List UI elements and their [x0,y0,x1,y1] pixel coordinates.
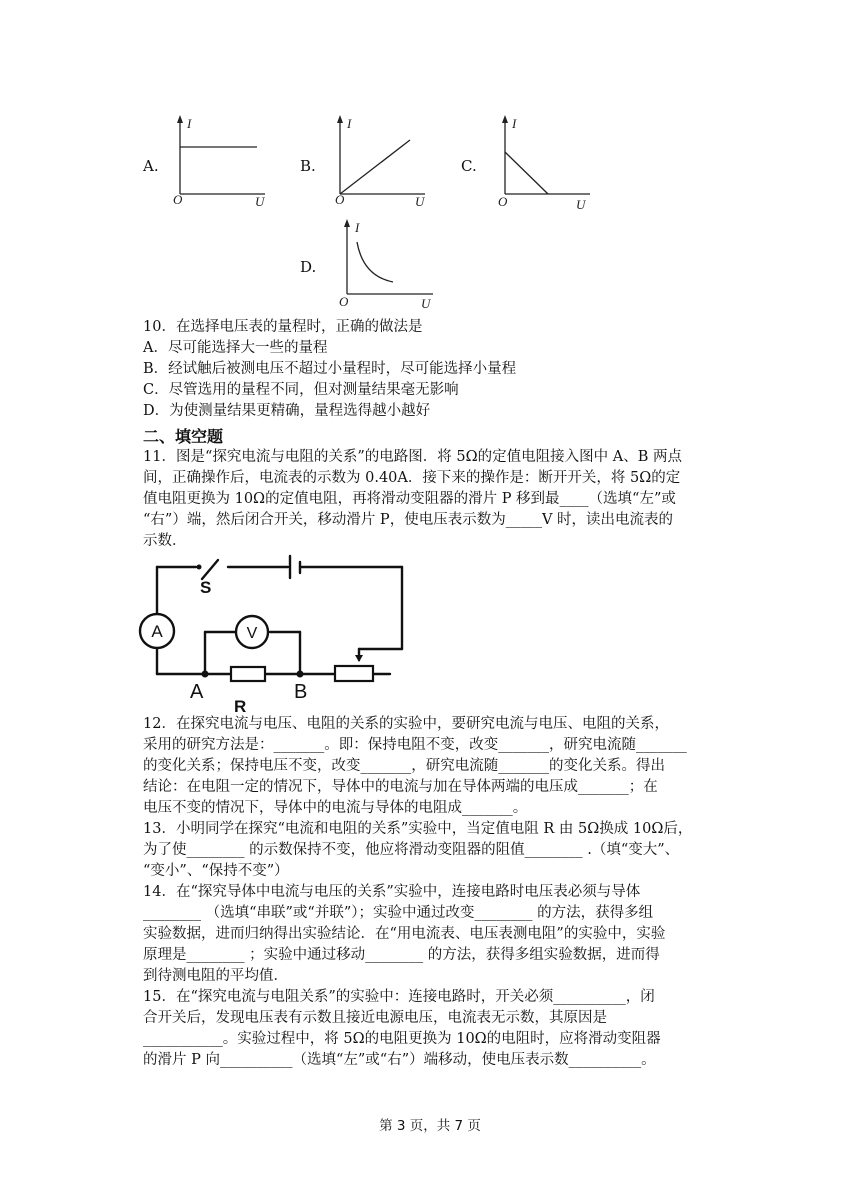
rheostat [335,666,373,681]
graph-d-axis-x: U [421,296,431,310]
q14-line-5: 到待测电阻的平均值． [143,968,288,984]
q10-option-c: C．尽管选用的量程不同，但对测量结果毫无影响 [143,382,459,398]
q14-line-1: 14．在“探究导体中电流与电压的关系”实验中，连接电路时电压表必须与导体 [143,884,641,900]
q12-line-4: 结论：在电阻一定的情况下，导体中的电流与加在导体两端的电压成_______；在 [143,779,658,795]
q11-line-2: 间，正确操作后，电流表的示数为 0.40A．接下来的操作是：断开开关，将 5Ω的定 [143,470,681,486]
q12-line-3: 的变化关系；保持电压不变，改变_______，研究电流随_______的变化关系。得出 [143,758,665,774]
graph-a-axis-y: I [187,116,192,131]
q15-line-2: 合开关后，发现电压表有示数且接近电源电压，电流表无示数，其原因是 [143,1010,607,1026]
q12-line-1: 12．在探究电流与电压、电阻的关系的实验中，要研究电流与电压、电阻的关系， [143,716,669,732]
q14-line-2: ________ （选填“串联”或“并联”）；实验中通过改变________ 的方法，获得多组 [143,905,654,921]
q12-line-5: 电压不变的情况下，导体中的电流与导体的电阻成_______。 [143,800,528,816]
q13-line-2: 为了使________ 的示数保持不变，他应将滑动变阻器的阻值________ .（填“变大”、 [143,842,680,858]
circuit-diagram [130,552,420,717]
q11-line-3: 值电阻更换为 10Ω的定值电阻，再将滑动变阻器的滑片 P 移到最____（选填“左”或 [143,491,676,507]
rheostat-slider [355,655,363,662]
graph-b-origin: O [335,192,345,207]
graph-a-constant [165,112,275,207]
graph-d-axis-y: I [355,220,360,235]
q10-stem: 10．在选择电压表的量程时，正确的做法是 [143,319,423,335]
q15-line-3: ___________。实验过程中，将 5Ω的电阻更换为 10Ω的电阻时，应将滑动变阻器 [143,1031,661,1047]
graph-d-inverse [335,218,440,310]
option-c-label: C. [461,157,477,175]
graph-b-axis-x: U [415,194,425,207]
q11-line-1: 11．图是“探究电流与电阻的关系”的电路图．将 5Ω的定值电阻接入图中 A、B 两点 [143,449,682,465]
graph-b-linear [325,112,435,207]
q11-line-5: 示数． [143,533,187,549]
option-d-label: D. [300,258,317,276]
q15-line-1: 15．在“探究电流与电阻关系”的实验中：连接电路时，开关必须__________，闭 [143,989,655,1005]
q10-option-b: B．经试触后被测电压不超过小量程时，尽可能选择小量程 [143,361,517,377]
switch-lever [202,560,218,579]
option-a-label: A. [143,157,159,175]
ammeter-label: A [151,622,163,641]
option-b-label: B. [300,157,316,175]
point-b-label: B [294,681,308,703]
q14-line-3: 实验数据，进而归纳得出实验结论．在“用电流表、电压表测电阻”的实验中，实验 [143,926,666,942]
switch-label: S [200,578,212,597]
q13-line-1: 13．小明同学在探究“电流和电阻的关系”实验中，当定值电阻 R 由 5Ω换成 10Ω后， [143,821,693,837]
graph-c-axis-x: U [576,197,586,212]
page-footer: 第 3 页，共 7 页 [379,1118,481,1134]
graph-d-origin: O [339,294,349,309]
q13-line-3: “变小”、“保持不变”） [143,863,289,879]
point-a-label: A [190,681,204,703]
graph-a-axis-x: U [255,194,265,207]
q12-line-2: 采用的研究方法是：_______。即：保持电阻不变，改变_______，研究电流随_______ [143,737,687,753]
resistor-label: R [234,697,247,716]
q14-line-4: 原理是________ ；实验中通过移动________ 的方法，获得多组实验数据，进而得 [143,947,660,963]
q10-option-a: A．尽可能选择大一些的量程 [143,340,328,356]
voltmeter-label: V [246,625,258,642]
section-title: 二、填空题 [143,427,224,446]
resistor-r [231,667,265,681]
graph-c-decreasing [490,112,600,212]
graph-c-origin: O [498,194,508,209]
q15-line-4: 的滑片 P 向__________（选填“左”或“右”）端移动，使电压表示数__________。 [143,1052,656,1068]
graph-c-axis-y: I [512,116,517,131]
graph-b-axis-y: I [347,116,352,131]
q11-line-4: “右”）端，然后闭合开关，移动滑片 P，使电压表示数为_____V 时，读出电流表的 [143,512,674,528]
graph-a-origin: O [173,192,183,207]
q10-option-d: D．为使测量结果更精确，量程选得越小越好 [143,403,431,419]
